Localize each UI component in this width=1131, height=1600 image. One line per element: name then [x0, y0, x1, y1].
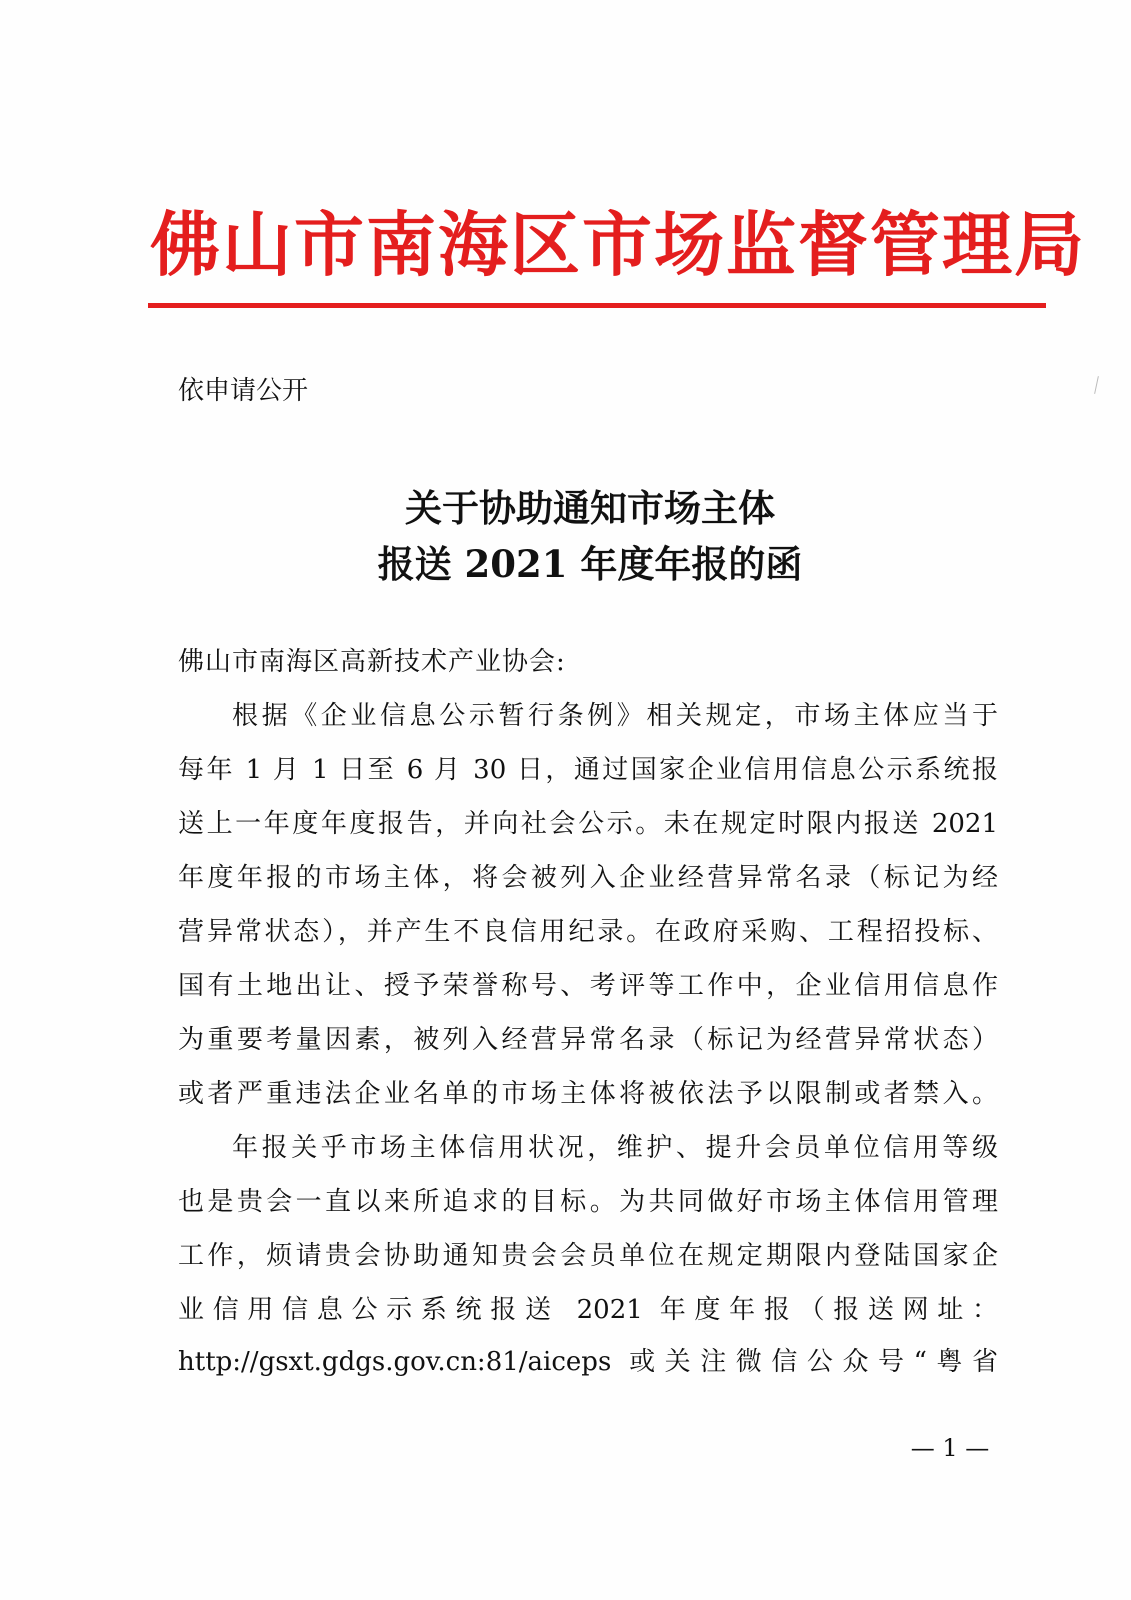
paragraph-2-line-3: 工作，烦请贵会协助通知贵会会员单位在规定期限内登陆国家企	[178, 1241, 998, 1271]
paragraph-1-line-5: 营异常状态），并产生不良信用纪录。在政府采购、工程招投标、	[178, 917, 998, 947]
paragraph-1-line-4: 年度年报的市场主体，将会被列入企业经营异常名录（标记为经	[178, 863, 998, 893]
scan-artifact	[1094, 376, 1099, 394]
letterhead-divider	[148, 303, 1046, 308]
document-title-line-2: 报送 2021 年度年报的函	[377, 542, 803, 586]
paragraph-1-line-1: 根据《企业信息公示暂行条例》相关规定，市场主体应当于	[232, 701, 998, 731]
paragraph-2-line-5: http://gsxt.gdgs.gov.cn:81/aiceps 或关注微信公众号“粤省	[178, 1347, 998, 1377]
paragraph-1-line-6: 国有土地出让、授予荣誉称号、考评等工作中，企业信用信息作	[178, 971, 998, 1001]
salutation: 佛山市南海区高新技术产业协会:	[178, 647, 566, 677]
paragraph-1-line-2: 每年 1 月 1 日至 6 月 30 日，通过国家企业信用信息公示系统报	[178, 755, 998, 785]
disclosure-label: 依申请公开	[178, 376, 309, 406]
paragraph-2-line-1: 年报关乎市场主体信用状况，维护、提升会员单位信用等级	[232, 1133, 998, 1163]
paragraph-1-line-3: 送上一年度年度报告，并向社会公示。未在规定时限内报送 2021	[178, 809, 998, 839]
document-title	[180, 480, 1000, 592]
paragraph-1-line-7: 为重要考量因素，被列入经营异常名录（标记为经营异常状态）	[178, 1025, 998, 1055]
document-title-line-1: 关于协助通知市场主体	[405, 486, 775, 530]
agency-letterhead: 佛山市南海区市场监督管理局	[150, 204, 1086, 286]
paragraph-2-line-2: 也是贵会一直以来所追求的目标。为共同做好市场主体信用管理	[178, 1187, 998, 1217]
page-number: — 1 —	[910, 1434, 990, 1462]
paragraph-2-line-4: 业信用信息公示系统报送 2021 年度年报（报送网址：	[178, 1295, 998, 1325]
paragraph-1-line-8: 或者严重违法企业名单的市场主体将被依法予以限制或者禁入。	[178, 1079, 998, 1109]
